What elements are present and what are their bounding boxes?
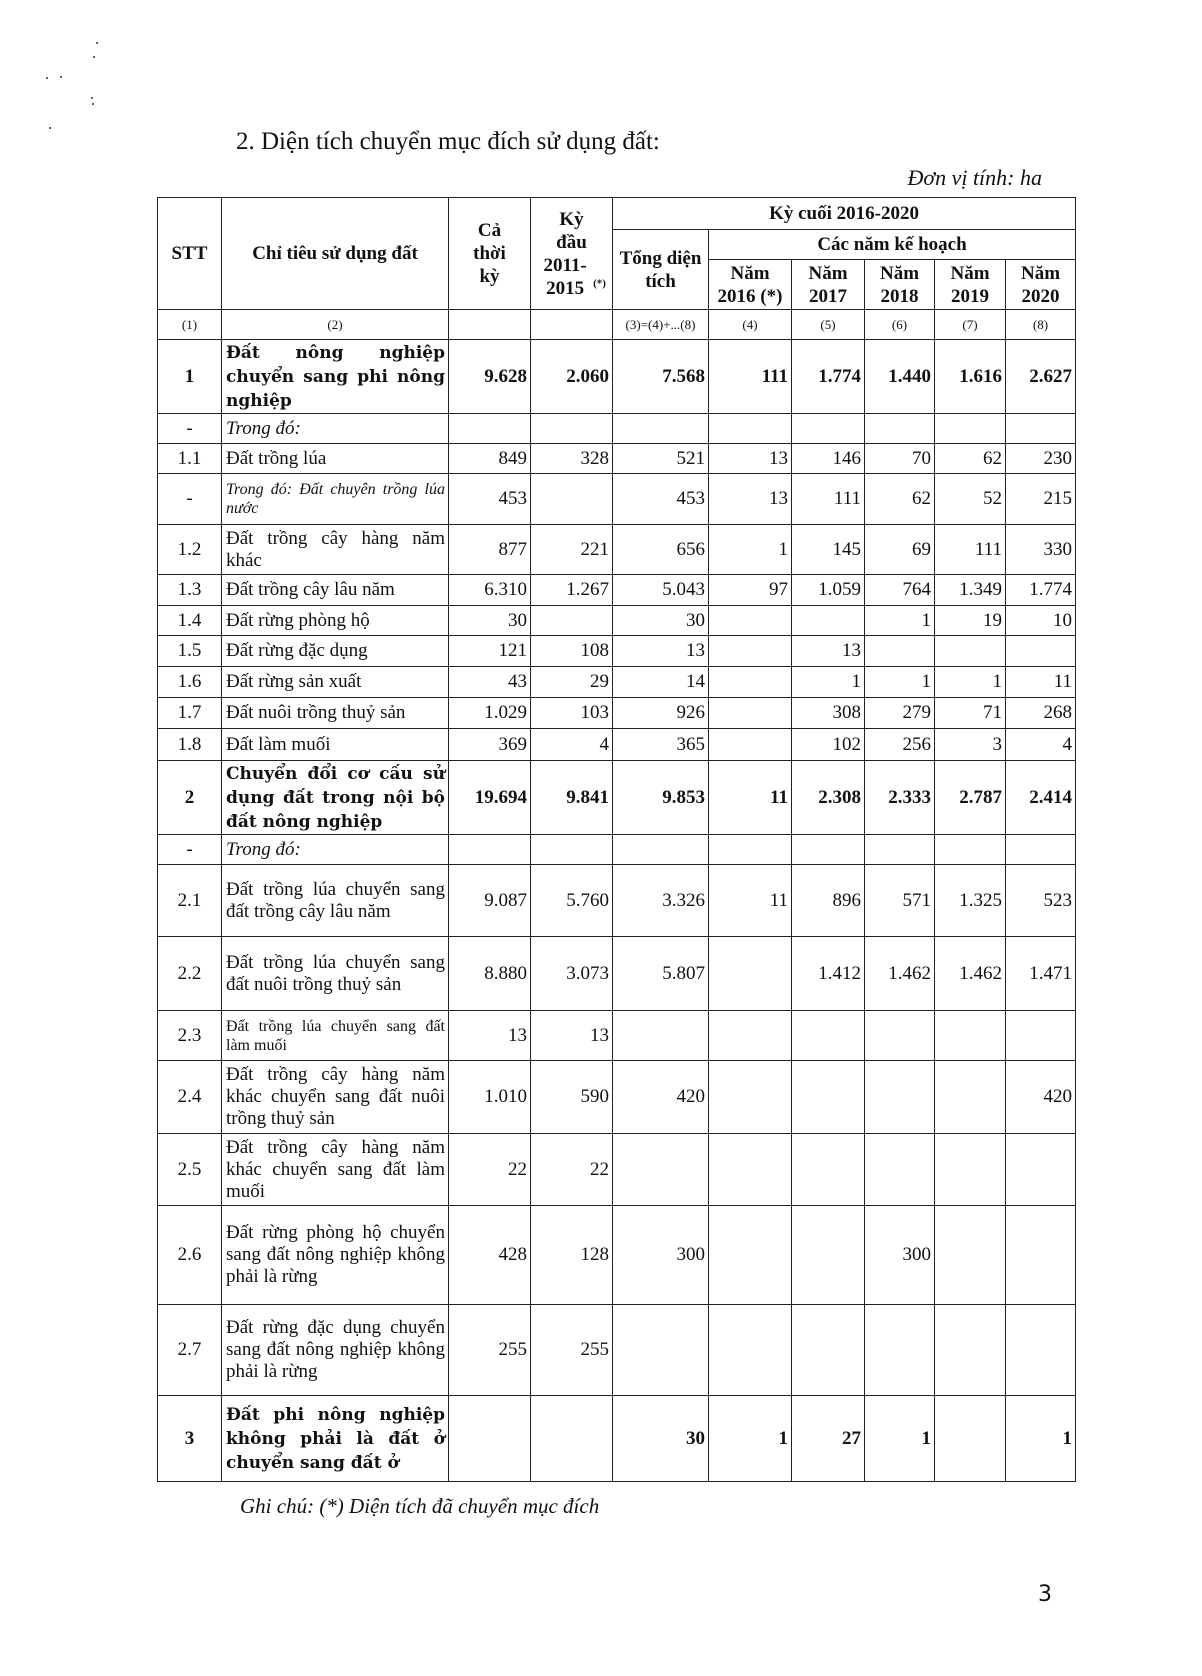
row-value: 420 (613, 1061, 709, 1134)
row-stt: 2.1 (158, 865, 222, 937)
table-row (158, 761, 1076, 835)
table-row (158, 525, 1076, 575)
row-value: 1.774 (792, 340, 865, 414)
row-value (792, 835, 865, 865)
row-value (935, 1206, 1006, 1305)
row-indicator: Đất nuôi trồng thuỷ sản (222, 698, 449, 729)
header-year-2020: Năm 2020 (1006, 260, 1076, 310)
row-value: 1.462 (865, 937, 935, 1011)
column-number: (1) (158, 310, 222, 340)
column-number: (8) (1006, 310, 1076, 340)
row-stt: 1.6 (158, 667, 222, 698)
row-value (709, 1206, 792, 1305)
row-value: 926 (613, 698, 709, 729)
row-value: 9.853 (613, 761, 709, 835)
scan-speck (96, 42, 98, 44)
table-row (158, 835, 1076, 865)
row-value (865, 1134, 935, 1206)
row-value: 365 (613, 729, 709, 761)
row-value (1006, 835, 1076, 865)
row-value: 215 (1006, 474, 1076, 525)
row-indicator: Chuyển đổi cơ cấu sử dụng đất trong nội bộ đất nông nghiệp (222, 761, 449, 835)
column-number: (2) (222, 310, 449, 340)
row-value (709, 698, 792, 729)
row-indicator: Đất rừng đặc dụng chuyển sang đất nông nghiệp không phải là rừng (222, 1305, 449, 1396)
row-value: 11 (709, 865, 792, 937)
table-row (158, 729, 1076, 761)
row-value: 1.774 (1006, 575, 1076, 606)
row-value: 111 (935, 525, 1006, 575)
row-value: 1 (709, 1396, 792, 1482)
table-row (158, 1061, 1076, 1134)
row-value: 121 (449, 636, 531, 667)
row-value (865, 1061, 935, 1134)
row-value (865, 1011, 935, 1061)
row-value: 13 (709, 444, 792, 474)
row-value (935, 1134, 1006, 1206)
row-indicator: Đất rừng phòng hộ chuyển sang đất nông nghiệp không phải là rừng (222, 1206, 449, 1305)
header-year-2018: Năm 2018 (865, 260, 935, 310)
row-value: 108 (531, 636, 613, 667)
row-value: 11 (1006, 667, 1076, 698)
scan-speck (49, 127, 51, 129)
row-stt: 1.8 (158, 729, 222, 761)
row-value (865, 636, 935, 667)
table-row (158, 698, 1076, 729)
row-value: 14 (613, 667, 709, 698)
row-value: 9.087 (449, 865, 531, 937)
row-value: 255 (531, 1305, 613, 1396)
row-value: 11 (709, 761, 792, 835)
row-value: 9.628 (449, 340, 531, 414)
header-early-period (531, 198, 613, 310)
row-stt: 2.5 (158, 1134, 222, 1206)
header-indicator: Chỉ tiêu sử dụng đất (222, 198, 449, 310)
row-value (935, 1396, 1006, 1482)
row-value: 1.349 (935, 575, 1006, 606)
row-stt: 1.3 (158, 575, 222, 606)
row-value (531, 474, 613, 525)
row-value: 2.787 (935, 761, 1006, 835)
column-number: (3)=(4)+...(8) (613, 310, 709, 340)
row-value: 896 (792, 865, 865, 937)
row-value: 453 (449, 474, 531, 525)
row-value (709, 1305, 792, 1396)
row-stt: 1 (158, 340, 222, 414)
row-indicator: Trong đó: Đất chuyên trồng lúa nước (222, 474, 449, 525)
row-value (935, 636, 1006, 667)
unit-label: Đơn vị tính: ha (907, 165, 1042, 190)
row-value: 330 (1006, 525, 1076, 575)
row-value: 1.412 (792, 937, 865, 1011)
section-title: 2. Diện tích chuyển mục đích sử dụng đất: (236, 128, 660, 155)
table-row (158, 865, 1076, 937)
row-value (613, 1305, 709, 1396)
row-indicator: Đất trồng lúa chuyển sang đất nuôi trồng thuỷ sản (222, 937, 449, 1011)
row-value (1006, 1011, 1076, 1061)
row-indicator: Đất trồng cây lâu năm (222, 575, 449, 606)
table-row (158, 937, 1076, 1011)
header-whole-period: Cả thời kỳ (449, 198, 531, 310)
row-value: 590 (531, 1061, 613, 1134)
row-value: 300 (865, 1206, 935, 1305)
row-value: 4 (1006, 729, 1076, 761)
row-stt: 2.2 (158, 937, 222, 1011)
row-stt: 2.6 (158, 1206, 222, 1305)
table-row (158, 1206, 1076, 1305)
row-indicator: Đất trồng cây hàng năm khác chuyển sang đất làm muối (222, 1134, 449, 1206)
row-value (531, 1396, 613, 1482)
row-value (709, 1011, 792, 1061)
row-value (709, 835, 792, 865)
header-plan-years: Các năm kế hoạch (709, 230, 1076, 260)
row-value: 279 (865, 698, 935, 729)
row-value (792, 1305, 865, 1396)
row-value (531, 606, 613, 636)
row-value: 230 (1006, 444, 1076, 474)
row-value: 30 (613, 1396, 709, 1482)
row-value: 29 (531, 667, 613, 698)
row-value: 268 (1006, 698, 1076, 729)
row-value: 10 (1006, 606, 1076, 636)
scan-speck (46, 77, 48, 79)
row-indicator: Đất trồng lúa chuyển sang đất làm muối (222, 1011, 449, 1061)
row-value: 656 (613, 525, 709, 575)
row-value (1006, 1134, 1076, 1206)
row-stt: - (158, 835, 222, 865)
row-value (935, 1061, 1006, 1134)
row-value: 2.060 (531, 340, 613, 414)
row-value (865, 414, 935, 444)
row-value: 3.326 (613, 865, 709, 937)
row-value: 1.325 (935, 865, 1006, 937)
row-value (709, 729, 792, 761)
row-stt: 1.1 (158, 444, 222, 474)
table-row (158, 474, 1076, 525)
row-indicator: Đất trồng lúa chuyển sang đất trồng cây lâu năm (222, 865, 449, 937)
table-row (158, 444, 1076, 474)
row-value: 2.627 (1006, 340, 1076, 414)
row-indicator: Đất rừng sản xuất (222, 667, 449, 698)
scan-speck (92, 103, 94, 105)
row-value: 146 (792, 444, 865, 474)
row-stt: 3 (158, 1396, 222, 1482)
row-indicator: Trong đó: (222, 414, 449, 444)
row-stt: 1.2 (158, 525, 222, 575)
row-value: 2.308 (792, 761, 865, 835)
row-value: 328 (531, 444, 613, 474)
row-value: 13 (449, 1011, 531, 1061)
row-value (935, 1305, 1006, 1396)
row-value (531, 414, 613, 444)
row-value: 308 (792, 698, 865, 729)
row-value: 5.760 (531, 865, 613, 937)
row-value: 69 (865, 525, 935, 575)
row-value: 102 (792, 729, 865, 761)
row-value: 521 (613, 444, 709, 474)
row-value: 2.333 (865, 761, 935, 835)
row-value: 3 (935, 729, 1006, 761)
row-value (531, 835, 613, 865)
row-value: 19.694 (449, 761, 531, 835)
row-value (792, 1206, 865, 1305)
row-value: 877 (449, 525, 531, 575)
page-number: 3 (1038, 1582, 1052, 1607)
row-value (792, 1011, 865, 1061)
row-value: 19 (935, 606, 1006, 636)
row-value (1006, 636, 1076, 667)
table-row (158, 1134, 1076, 1206)
row-value: 369 (449, 729, 531, 761)
row-value: 8.880 (449, 937, 531, 1011)
row-value: 103 (531, 698, 613, 729)
row-value: 1.440 (865, 340, 935, 414)
column-number (449, 310, 531, 340)
row-value: 62 (935, 444, 1006, 474)
row-value: 3.073 (531, 937, 613, 1011)
row-value (1006, 1305, 1076, 1396)
header-total-area: Tổng diện tích (613, 230, 709, 310)
column-number (531, 310, 613, 340)
row-value (792, 606, 865, 636)
row-value: 764 (865, 575, 935, 606)
header-late-period: Kỳ cuối 2016-2020 (613, 198, 1076, 230)
row-value (935, 414, 1006, 444)
table-row (158, 340, 1076, 414)
column-number-row (158, 310, 1076, 340)
row-value (613, 1011, 709, 1061)
row-value (709, 414, 792, 444)
table-row (158, 636, 1076, 667)
scan-speck (60, 76, 62, 78)
row-value: 523 (1006, 865, 1076, 937)
table-row (158, 414, 1076, 444)
table-row (158, 1305, 1076, 1396)
row-value (1006, 414, 1076, 444)
row-value: 7.568 (613, 340, 709, 414)
row-value: 62 (865, 474, 935, 525)
table-row (158, 575, 1076, 606)
row-value: 1.029 (449, 698, 531, 729)
row-value: 22 (531, 1134, 613, 1206)
row-value: 1 (935, 667, 1006, 698)
row-value: 5.807 (613, 937, 709, 1011)
column-number: (6) (865, 310, 935, 340)
row-value: 221 (531, 525, 613, 575)
row-value: 428 (449, 1206, 531, 1305)
row-value: 1 (865, 606, 935, 636)
row-stt: 2.3 (158, 1011, 222, 1061)
row-stt: 1.4 (158, 606, 222, 636)
row-value (709, 636, 792, 667)
row-value: 111 (792, 474, 865, 525)
row-stt: 1.5 (158, 636, 222, 667)
table-row (158, 606, 1076, 636)
row-value (613, 835, 709, 865)
row-value: 453 (613, 474, 709, 525)
header-early-line2: 2011-2015 (543, 254, 587, 299)
row-value: 1 (792, 667, 865, 698)
row-indicator: Đất rừng phòng hộ (222, 606, 449, 636)
footnote: Ghi chú: (*) Diện tích đã chuyển mục đích (240, 1494, 600, 1518)
row-stt: 2 (158, 761, 222, 835)
row-value (792, 1134, 865, 1206)
row-value (935, 835, 1006, 865)
row-value: 1 (1006, 1396, 1076, 1482)
row-value: 1.010 (449, 1061, 531, 1134)
row-value: 111 (709, 340, 792, 414)
row-value (709, 1134, 792, 1206)
row-value: 52 (935, 474, 1006, 525)
row-indicator: Đất nông nghiệp chuyển sang phi nông nghiệp (222, 340, 449, 414)
row-indicator: Trong đó: (222, 835, 449, 865)
row-value (1006, 1206, 1076, 1305)
row-value (709, 606, 792, 636)
row-value: 22 (449, 1134, 531, 1206)
row-value: 849 (449, 444, 531, 474)
scan-speck (91, 97, 93, 99)
row-stt: 2.4 (158, 1061, 222, 1134)
row-value: 1.059 (792, 575, 865, 606)
row-value: 5.043 (613, 575, 709, 606)
row-indicator: Đất trồng cây hàng năm khác (222, 525, 449, 575)
row-value: 1.267 (531, 575, 613, 606)
row-value: 1.462 (935, 937, 1006, 1011)
row-value: 30 (613, 606, 709, 636)
row-value: 6.310 (449, 575, 531, 606)
header-year-2019: Năm 2019 (935, 260, 1006, 310)
row-value: 128 (531, 1206, 613, 1305)
row-stt: - (158, 474, 222, 525)
row-value: 27 (792, 1396, 865, 1482)
row-value (865, 1305, 935, 1396)
row-indicator: Đất phi nông nghiệp không phải là đất ở chuyển sang đất ở (222, 1396, 449, 1482)
row-value (792, 1061, 865, 1134)
row-indicator: Đất trồng cây hàng năm khác chuyển sang đất nuôi trồng thuỷ sản (222, 1061, 449, 1134)
table-row (158, 1011, 1076, 1061)
row-value (865, 835, 935, 865)
row-value (449, 1396, 531, 1482)
row-value: 256 (865, 729, 935, 761)
row-value: 2.414 (1006, 761, 1076, 835)
row-stt: 1.7 (158, 698, 222, 729)
header-early-sup: (*) (593, 277, 606, 290)
row-value: 4 (531, 729, 613, 761)
column-number: (5) (792, 310, 865, 340)
header-year-2017: Năm 2017 (792, 260, 865, 310)
table-row (158, 667, 1076, 698)
row-value: 571 (865, 865, 935, 937)
row-value: 420 (1006, 1061, 1076, 1134)
row-value (792, 414, 865, 444)
row-value: 30 (449, 606, 531, 636)
row-indicator: Đất làm muối (222, 729, 449, 761)
row-value: 97 (709, 575, 792, 606)
row-indicator: Đất trồng lúa (222, 444, 449, 474)
table-row (158, 1396, 1076, 1482)
row-value: 13 (531, 1011, 613, 1061)
row-value: 1 (865, 667, 935, 698)
row-value (449, 835, 531, 865)
row-stt: - (158, 414, 222, 444)
row-value: 71 (935, 698, 1006, 729)
row-value (449, 414, 531, 444)
row-value (709, 937, 792, 1011)
row-value: 43 (449, 667, 531, 698)
row-indicator: Đất rừng đặc dụng (222, 636, 449, 667)
column-number: (4) (709, 310, 792, 340)
row-value (709, 1061, 792, 1134)
row-value: 13 (709, 474, 792, 525)
row-value: 145 (792, 525, 865, 575)
row-value: 1 (865, 1396, 935, 1482)
row-value (709, 667, 792, 698)
header-year-2016: Năm 2016 (*) (709, 260, 792, 310)
row-value: 70 (865, 444, 935, 474)
header-early-line1: Kỳ đầu (556, 208, 587, 253)
row-stt: 2.7 (158, 1305, 222, 1396)
column-number: (7) (935, 310, 1006, 340)
row-value: 255 (449, 1305, 531, 1396)
row-value (935, 1011, 1006, 1061)
scan-speck (93, 56, 95, 58)
row-value: 13 (613, 636, 709, 667)
row-value: 1.616 (935, 340, 1006, 414)
row-value (613, 1134, 709, 1206)
row-value: 13 (792, 636, 865, 667)
row-value: 1.471 (1006, 937, 1076, 1011)
row-value: 9.841 (531, 761, 613, 835)
header-stt: STT (158, 198, 222, 310)
row-value: 1 (709, 525, 792, 575)
land-conversion-table (157, 197, 1076, 1482)
row-value: 300 (613, 1206, 709, 1305)
row-value (613, 414, 709, 444)
